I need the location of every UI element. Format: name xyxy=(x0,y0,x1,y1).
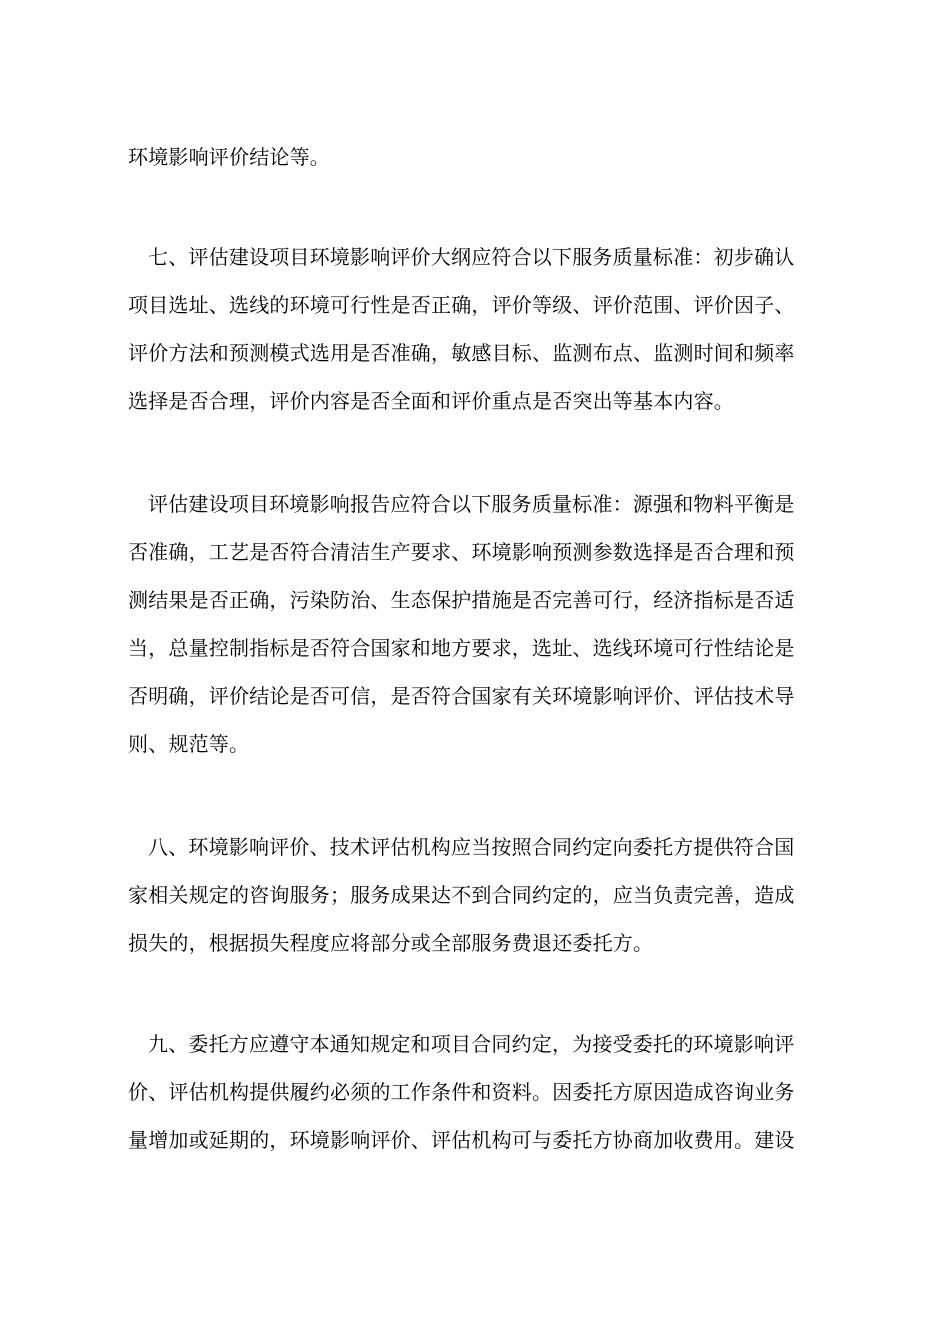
text-line: 测结果是否正确，污染防治、生态保护措施是否完善可行，经济指标是否适 xyxy=(128,588,795,612)
text-line: 九、委托方应遵守本通知规定和项目合同约定，为接受委托的环境影响评 xyxy=(148,1032,795,1056)
text-line: 量增加或延期的，环境影响评价、评估机构可与委托方协商加收费用。建设 xyxy=(128,1128,795,1152)
text-line: 评价方法和预测模式选用是否准确，敏感目标、监测布点、监测时间和频率 xyxy=(128,341,795,365)
text-line: 八、环境影响评价、技术评估机构应当按照合同约定向委托方提供符合国 xyxy=(148,835,795,859)
paragraph-section-eight xyxy=(128,823,856,967)
text-line: 当，总量控制指标是否符合国家和地方要求，选址、选线环境可行性结论是 xyxy=(128,636,795,660)
paragraph-conclusion-end xyxy=(128,133,856,181)
text-line: 选择是否合理，评价内容是否全面和评价重点是否突出等基本内容。 xyxy=(128,389,734,413)
text-line: 否明确，评价结论是否可信，是否符合国家有关环境影响评价、评估技术导 xyxy=(128,684,795,708)
text-line: 损失的，根据损失程度应将部分或全部服务费退还委托方。 xyxy=(128,931,654,955)
text-line: 评估建设项目环境影响报告应符合以下服务质量标准：源强和物料平衡是 xyxy=(148,492,795,516)
text-line: 家相关规定的咨询服务；服务成果达不到合同约定的，应当负责完善，造成 xyxy=(128,883,795,907)
paragraph-section-seven xyxy=(128,233,856,425)
text-line: 七、评估建设项目环境影响评价大纲应符合以下服务质量标准：初步确认 xyxy=(148,245,795,269)
paragraph-section-nine xyxy=(128,1020,856,1164)
text-line: 否准确，工艺是否符合清洁生产要求、环境影响预测参数选择是否合理和预 xyxy=(128,540,795,564)
text-line: 价、评估机构提供履约必须的工作条件和资料。因委托方原因造成咨询业务 xyxy=(128,1080,795,1104)
paragraph-report-standards xyxy=(128,480,856,768)
text-line: 则、规范等。 xyxy=(128,732,250,756)
text-line: 环境影响评价结论等。 xyxy=(128,145,330,169)
text-line: 项目选址、选线的环境可行性是否正确，评价等级、评价范围、评价因子、 xyxy=(128,293,795,317)
